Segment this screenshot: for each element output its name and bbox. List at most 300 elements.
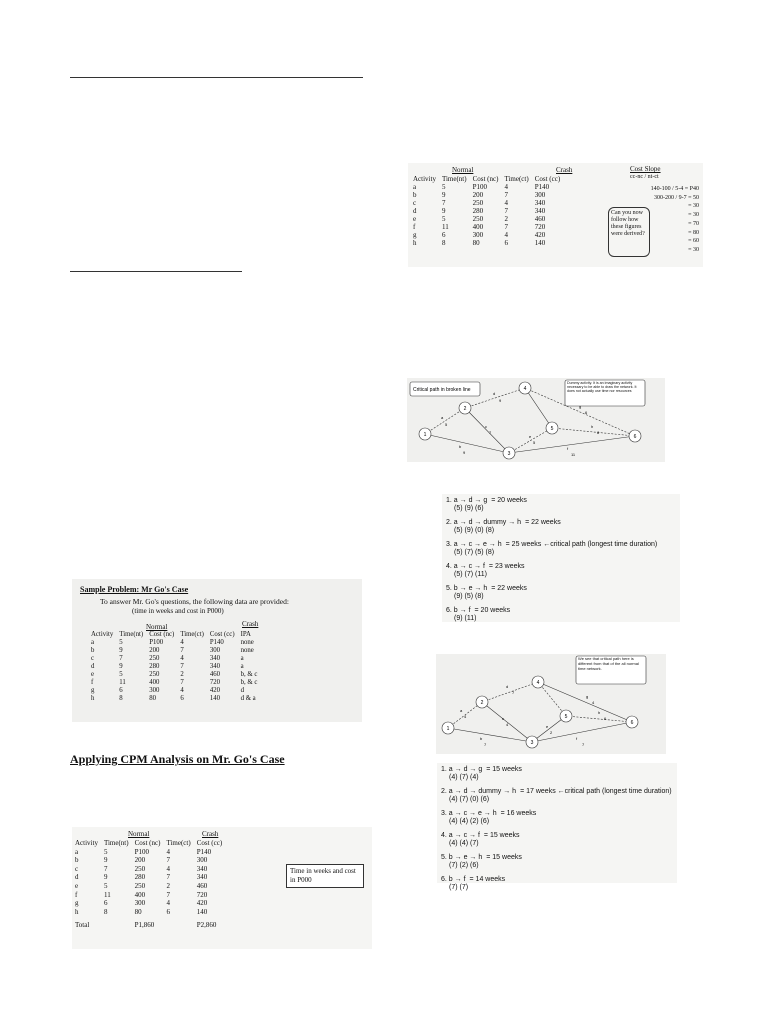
path-result: = 14 weeks bbox=[469, 876, 506, 883]
table-cell: a bbox=[91, 639, 95, 646]
path-list-2 bbox=[437, 763, 677, 891]
top-rule bbox=[70, 77, 363, 78]
table-cell: 280 bbox=[149, 663, 160, 670]
table-cell: b, & c bbox=[240, 671, 258, 678]
path-item bbox=[446, 519, 680, 535]
network-1-callout-left: Critical path in broken line bbox=[413, 387, 471, 393]
slope-title: Cost Slope bbox=[630, 165, 661, 173]
path-result: = 15 weeks bbox=[486, 854, 522, 861]
node-1: 1 bbox=[446, 726, 450, 732]
table-row bbox=[410, 199, 563, 207]
table-cell: 7 bbox=[504, 223, 508, 231]
table-cell: 720 bbox=[196, 890, 208, 899]
table-cell: d bbox=[75, 873, 79, 882]
path-line bbox=[441, 832, 677, 840]
table-cell: 8 bbox=[119, 695, 123, 702]
table-cell: 80 bbox=[472, 239, 480, 247]
node-2: 2 bbox=[463, 406, 467, 412]
node-4: 4 bbox=[536, 680, 540, 686]
edge-time-g: 6 bbox=[585, 410, 588, 415]
path-sequence: 2. a → d → dummy → h bbox=[446, 519, 522, 526]
path-item bbox=[441, 788, 677, 804]
path-line bbox=[441, 810, 677, 818]
table-cell: 720 bbox=[209, 679, 221, 686]
node-1: 1 bbox=[423, 432, 427, 438]
table-cell: P140 bbox=[534, 183, 550, 191]
table-cell: 9 bbox=[119, 647, 123, 654]
table-cell: g bbox=[75, 899, 79, 908]
table-cell: 8 bbox=[441, 239, 446, 247]
edge-time-h: 6 bbox=[604, 716, 607, 721]
path-sequence: 5. b → e → h bbox=[446, 585, 488, 592]
table-cell: b, & c bbox=[240, 679, 258, 686]
edge-time-d: 9 bbox=[499, 398, 502, 403]
path-times: (7) (7) bbox=[449, 884, 469, 891]
table-cell: 280 bbox=[134, 873, 146, 882]
edge-label-g: g bbox=[586, 694, 589, 699]
table-cell: 400 bbox=[472, 223, 484, 231]
table-cell: 340 bbox=[209, 663, 221, 670]
edge-time-b: 7 bbox=[484, 742, 487, 747]
node-6: 6 bbox=[633, 434, 637, 440]
path-times: (5) (7) (5) (8) bbox=[454, 549, 495, 556]
table-cell: e bbox=[91, 671, 95, 678]
table-cell: 250 bbox=[134, 864, 146, 873]
edge-label-c: c bbox=[502, 716, 504, 721]
table-row bbox=[72, 882, 225, 891]
table-cell: f bbox=[91, 679, 94, 686]
path-sequence: 1. a → d → g bbox=[441, 766, 483, 773]
edge-time-g: 4 bbox=[592, 700, 595, 705]
path-line bbox=[446, 519, 680, 527]
table-cell: 6 bbox=[166, 907, 170, 916]
table-cell: 400 bbox=[149, 679, 160, 686]
slope-value: = 30 bbox=[688, 203, 699, 210]
table-cell: 5 bbox=[119, 671, 123, 678]
col-cost-cc: Cost (cc) bbox=[534, 175, 561, 183]
total-crash: P2,860 bbox=[196, 921, 217, 930]
path-sequence: 4. a → c → f bbox=[441, 832, 480, 839]
table-cell: g bbox=[91, 687, 95, 694]
edge-label-e: e bbox=[546, 724, 549, 729]
node-4: 4 bbox=[523, 386, 527, 392]
table-cell: d bbox=[91, 663, 95, 670]
path-times: (5) (7) (11) bbox=[454, 571, 487, 578]
path-line bbox=[441, 876, 677, 884]
table-cell: 4 bbox=[166, 864, 170, 873]
table-cell: 2 bbox=[180, 671, 184, 678]
table-row bbox=[72, 873, 225, 882]
table-header-row bbox=[88, 631, 260, 639]
edge-time-e: 5 bbox=[533, 440, 536, 445]
path-sequence: 4. a → c → f bbox=[446, 563, 485, 570]
table-header-row bbox=[410, 175, 563, 183]
table-cell: g bbox=[413, 231, 417, 239]
slope-value: 140-100 / 5-4 = P40 bbox=[650, 186, 699, 192]
table-cell: 200 bbox=[134, 856, 146, 865]
col-cost-cc: Cost (cc) bbox=[209, 631, 235, 638]
table-cell: 300 bbox=[149, 687, 160, 694]
table-row bbox=[410, 183, 563, 191]
table-row bbox=[72, 891, 225, 900]
mid-rule bbox=[70, 271, 242, 272]
table-cell: none bbox=[240, 647, 254, 654]
cost-slope-data-table bbox=[410, 175, 563, 247]
table-row bbox=[88, 695, 260, 703]
edge-label-b: b bbox=[480, 736, 483, 741]
table-row bbox=[88, 679, 260, 687]
col-activity: Activity bbox=[413, 175, 436, 183]
edge-label-b: b bbox=[459, 444, 462, 449]
edge-time-e: 2 bbox=[550, 730, 553, 735]
table-cell: 300 bbox=[209, 647, 221, 654]
edge-label-a: a bbox=[441, 415, 444, 420]
edge-label-a: a bbox=[460, 708, 463, 713]
table-cell: 400 bbox=[134, 890, 146, 899]
network-1-callout-right: Dummy activity. It is an imaginary activity necessary to be able to draw the network. It does not actually use time nor resources bbox=[567, 381, 637, 394]
table-row bbox=[88, 647, 260, 655]
table-cell: 460 bbox=[196, 881, 208, 890]
path-item bbox=[441, 876, 677, 892]
table-header-row bbox=[72, 839, 225, 848]
slope-value: 300-200 / 9-7 = 50 bbox=[653, 194, 699, 201]
table-cell: h bbox=[413, 239, 417, 247]
col-cost-cc: Cost (cc) bbox=[196, 839, 223, 847]
slope-value: = 80 bbox=[688, 229, 699, 236]
slope-callout: Can you now follow how these figures were derived? bbox=[608, 207, 650, 257]
table-cell: 4 bbox=[180, 687, 184, 694]
table-cell: a bbox=[240, 655, 244, 662]
table-cell: c bbox=[75, 864, 79, 873]
table-row bbox=[72, 856, 225, 865]
edge-time-d: 7 bbox=[512, 690, 515, 695]
sample-problem-note: (time in weeks and cost in P000) bbox=[132, 607, 224, 615]
path-times: (5) (9) (6) bbox=[454, 505, 484, 512]
table-row bbox=[72, 848, 225, 857]
edge-label-g: g bbox=[579, 404, 582, 409]
col-time-nt: Time(nt) bbox=[441, 175, 467, 183]
table-cell: 250 bbox=[472, 199, 484, 207]
table-row bbox=[410, 239, 563, 247]
table-cell: 420 bbox=[534, 231, 546, 239]
table-cell: b bbox=[413, 191, 417, 199]
slope-formula: cc-nc / nt-ct bbox=[630, 174, 659, 180]
total-normal: P1,860 bbox=[134, 921, 155, 930]
edge-label-c: c bbox=[485, 424, 487, 429]
table-cell: c bbox=[413, 199, 417, 207]
table-cell: d bbox=[240, 687, 244, 694]
table-cell: 7 bbox=[119, 655, 123, 662]
node-5: 5 bbox=[564, 714, 568, 720]
slope-value: = 30 bbox=[688, 212, 699, 219]
table-cell: 7 bbox=[103, 864, 108, 873]
table-row bbox=[88, 655, 260, 663]
path-item bbox=[441, 854, 677, 870]
path-times: (9) (11) bbox=[454, 615, 477, 622]
edge-time-f: 7 bbox=[582, 742, 585, 747]
table-cell: 6 bbox=[103, 899, 108, 908]
path-times: (9) (5) (8) bbox=[454, 593, 484, 600]
table-cell: 7 bbox=[166, 856, 170, 865]
table-cell: 4 bbox=[180, 655, 184, 662]
table-cell: 300 bbox=[472, 231, 484, 239]
table-cell: 7 bbox=[504, 191, 508, 199]
edge-time-f: 11 bbox=[571, 452, 576, 457]
path-item bbox=[441, 766, 677, 782]
table-cell: f bbox=[413, 223, 416, 231]
slope-value: = 70 bbox=[688, 220, 699, 227]
table-cell: P100 bbox=[472, 183, 487, 191]
table-cell: 250 bbox=[472, 215, 484, 223]
cost-slope-table bbox=[408, 163, 703, 267]
path-item bbox=[441, 832, 677, 848]
edge-time-a: 5 bbox=[445, 422, 448, 427]
table-cell: P140 bbox=[196, 847, 212, 856]
table-cell: 7 bbox=[441, 199, 446, 207]
table-cell: 80 bbox=[134, 907, 142, 916]
table-cell: d bbox=[413, 207, 417, 215]
sp-group-normal: Normal bbox=[146, 623, 168, 631]
path-times: (4) (4) (2) (6) bbox=[449, 818, 490, 825]
path-sequence: 6. b → f bbox=[441, 876, 466, 883]
table-cell: 7 bbox=[180, 679, 184, 686]
path-line bbox=[446, 541, 680, 549]
table-row bbox=[88, 671, 260, 679]
path-item bbox=[446, 585, 680, 601]
path-sequence: 5. b → e → h bbox=[441, 854, 483, 861]
table-cell: 6 bbox=[441, 231, 446, 239]
table-cell: 200 bbox=[149, 647, 160, 654]
slope-value: = 30 bbox=[688, 246, 699, 253]
path-result: = 15 weeks bbox=[486, 766, 522, 773]
slope-value: = 60 bbox=[688, 238, 699, 245]
path-result: = 25 weeks ←critical path (longest time duration) bbox=[505, 541, 658, 548]
edge-time-a: 4 bbox=[464, 714, 467, 719]
table-cell: 11 bbox=[103, 890, 111, 899]
path-line bbox=[446, 497, 680, 505]
col-activity: Activity bbox=[91, 631, 114, 638]
table-cell: 460 bbox=[209, 671, 221, 678]
table-cell: 6 bbox=[504, 239, 508, 247]
table-cell: 9 bbox=[119, 663, 123, 670]
table-cell: 9 bbox=[441, 207, 446, 215]
applying-cpm-heading: Applying CPM Analysis on Mr. Go's Case bbox=[70, 752, 285, 766]
table-cell: 80 bbox=[149, 695, 156, 702]
tt-group-normal: Normal bbox=[128, 830, 150, 838]
table-cell: 5 bbox=[119, 639, 123, 646]
path-sequence: 3. a → c → e → h bbox=[446, 541, 502, 548]
path-sequence: 6. b → f bbox=[446, 607, 471, 614]
col-time-ct: Time(ct) bbox=[504, 175, 529, 183]
edge-label-f: f bbox=[576, 736, 578, 741]
col-cost-nc: Cost (nc) bbox=[149, 631, 175, 638]
table-cell: 7 bbox=[180, 663, 184, 670]
total-row bbox=[72, 916, 225, 930]
col-time-nt: Time(nt) bbox=[103, 839, 129, 847]
sample-problem-table bbox=[88, 631, 260, 703]
node-5: 5 bbox=[550, 426, 554, 432]
table-cell: 250 bbox=[134, 881, 146, 890]
totals-data-table bbox=[72, 839, 225, 930]
col-time-nt: Time(nt) bbox=[119, 631, 144, 638]
table-cell: f bbox=[75, 890, 78, 899]
edge-time-c: 7 bbox=[489, 430, 492, 435]
path-line bbox=[441, 854, 677, 862]
path-result: = 20 weeks bbox=[474, 607, 511, 614]
path-result: = 22 weeks bbox=[525, 519, 561, 526]
edge-label-d: d bbox=[506, 684, 509, 689]
table-cell: a bbox=[413, 183, 417, 191]
table-cell: 340 bbox=[534, 207, 546, 215]
path-result: = 22 weeks bbox=[491, 585, 527, 592]
sample-problem bbox=[72, 579, 362, 722]
table-cell: 140 bbox=[534, 239, 546, 247]
table-cell: 8 bbox=[103, 907, 108, 916]
table-row bbox=[410, 191, 563, 199]
path-result: = 20 weeks bbox=[491, 497, 527, 504]
path-result: = 16 weeks bbox=[500, 810, 537, 817]
edge-label-h: h bbox=[598, 710, 601, 715]
table-cell: 300 bbox=[134, 899, 146, 908]
table-cell: 340 bbox=[196, 864, 208, 873]
table-cell: c bbox=[91, 655, 95, 662]
table-cell: 9 bbox=[441, 191, 446, 199]
node-6: 6 bbox=[630, 720, 634, 726]
path-times: (5) (9) (0) (8) bbox=[454, 527, 495, 534]
sample-problem-intro: To answer Mr. Go's questions, the following data are provided: bbox=[100, 597, 289, 606]
table-cell: 4 bbox=[504, 231, 508, 239]
table-cell: 4 bbox=[166, 899, 170, 908]
table-cell: 7 bbox=[166, 890, 170, 899]
table-cell: 200 bbox=[472, 191, 484, 199]
table-row bbox=[88, 639, 260, 647]
col-cost-nc: Cost (nc) bbox=[472, 175, 499, 183]
path-result: = 15 weeks bbox=[483, 832, 520, 839]
table-cell: e bbox=[413, 215, 417, 223]
path-list-1 bbox=[442, 494, 680, 622]
edge-label-h: h bbox=[591, 424, 594, 429]
table-cell: 4 bbox=[180, 639, 184, 646]
node-2: 2 bbox=[480, 700, 484, 706]
table-cell: 7 bbox=[504, 207, 508, 215]
table-cell: 11 bbox=[441, 223, 449, 231]
slope-values bbox=[651, 185, 699, 255]
edge-time-h: 8 bbox=[597, 430, 600, 435]
table-cell: 720 bbox=[534, 223, 546, 231]
path-line bbox=[446, 585, 680, 593]
path-line bbox=[441, 788, 677, 796]
table-cell: h bbox=[75, 907, 79, 916]
path-times: (7) (2) (6) bbox=[449, 862, 479, 869]
table-cell: P100 bbox=[149, 639, 164, 646]
group-normal: Normal bbox=[452, 166, 474, 174]
totals-note: Time in weeks and cost in P000 bbox=[286, 864, 364, 888]
col-time-ct: Time(ct) bbox=[166, 839, 191, 847]
path-times: (4) (4) (7) bbox=[449, 840, 479, 847]
table-cell: 5 bbox=[441, 183, 446, 191]
table-cell: 460 bbox=[534, 215, 546, 223]
path-result: = 17 weeks ←critical path (longest time duration) bbox=[520, 788, 672, 795]
table-cell: d & a bbox=[240, 695, 256, 702]
table-cell: 250 bbox=[149, 655, 160, 662]
path-result: = 23 weeks bbox=[488, 563, 525, 570]
network-diagram-1 bbox=[407, 378, 665, 462]
table-cell: a bbox=[240, 663, 244, 670]
path-line bbox=[446, 607, 680, 615]
path-sequence: 3. a → c → e → h bbox=[441, 810, 497, 817]
table-cell: 5 bbox=[103, 847, 108, 856]
table-cell: b bbox=[91, 647, 95, 654]
table-cell: 300 bbox=[534, 191, 546, 199]
path-item bbox=[446, 497, 680, 513]
sp-group-crash: Crash bbox=[242, 620, 259, 628]
total-label: Total bbox=[75, 921, 90, 930]
table-cell: P140 bbox=[209, 639, 224, 646]
table-cell: 280 bbox=[472, 207, 484, 215]
table-cell: 9 bbox=[103, 873, 108, 882]
table-row bbox=[410, 207, 563, 215]
table-row bbox=[410, 231, 563, 239]
node-3: 3 bbox=[507, 451, 511, 457]
tt-group-crash: Crash bbox=[202, 830, 219, 838]
table-cell: 11 bbox=[119, 679, 126, 686]
table-cell: 300 bbox=[196, 856, 208, 865]
path-line bbox=[441, 766, 677, 774]
table-cell: h bbox=[91, 695, 95, 702]
table-cell: 5 bbox=[441, 215, 446, 223]
network-2-svg bbox=[436, 654, 666, 754]
table-row bbox=[410, 215, 563, 223]
table-cell: none bbox=[240, 639, 254, 646]
totals-table bbox=[72, 827, 372, 949]
table-cell: 420 bbox=[209, 687, 221, 694]
network-1-svg bbox=[407, 378, 665, 462]
network-diagram-2 bbox=[436, 654, 666, 754]
table-row bbox=[88, 663, 260, 671]
table-cell: 7 bbox=[166, 873, 170, 882]
col-time-ct: Time(ct) bbox=[180, 631, 204, 638]
col-cost-nc: Cost (nc) bbox=[134, 839, 161, 847]
table-cell: 340 bbox=[196, 873, 208, 882]
table-cell: 140 bbox=[209, 695, 221, 702]
edge-label-f: f bbox=[567, 446, 569, 451]
table-cell: 6 bbox=[119, 687, 123, 694]
table-cell: 340 bbox=[534, 199, 546, 207]
table-row bbox=[72, 865, 225, 874]
edge-time-b: 9 bbox=[463, 450, 466, 455]
table-cell: 9 bbox=[103, 856, 108, 865]
table-cell: 7 bbox=[180, 647, 184, 654]
table-cell: 2 bbox=[166, 881, 170, 890]
path-item bbox=[446, 563, 680, 579]
table-row bbox=[410, 223, 563, 231]
col-ipa: IPA bbox=[240, 631, 251, 638]
network-2-callout: We see that critical path here is different from that of the all normal time network. bbox=[578, 656, 639, 671]
edge-label-e: e bbox=[529, 434, 532, 439]
path-sequence: 1. a → d → g bbox=[446, 497, 488, 504]
path-line bbox=[446, 563, 680, 571]
path-item bbox=[446, 607, 680, 623]
table-row bbox=[72, 908, 225, 917]
table-cell: 2 bbox=[504, 215, 508, 223]
edge-time-c: 4 bbox=[506, 722, 509, 727]
table-cell: b bbox=[75, 856, 79, 865]
path-times: (4) (7) (0) (6) bbox=[449, 796, 490, 803]
group-crash: Crash bbox=[556, 166, 573, 174]
path-sequence: 2. a → d → dummy → h bbox=[441, 788, 517, 795]
table-cell: 250 bbox=[149, 671, 160, 678]
table-cell: e bbox=[75, 881, 79, 890]
